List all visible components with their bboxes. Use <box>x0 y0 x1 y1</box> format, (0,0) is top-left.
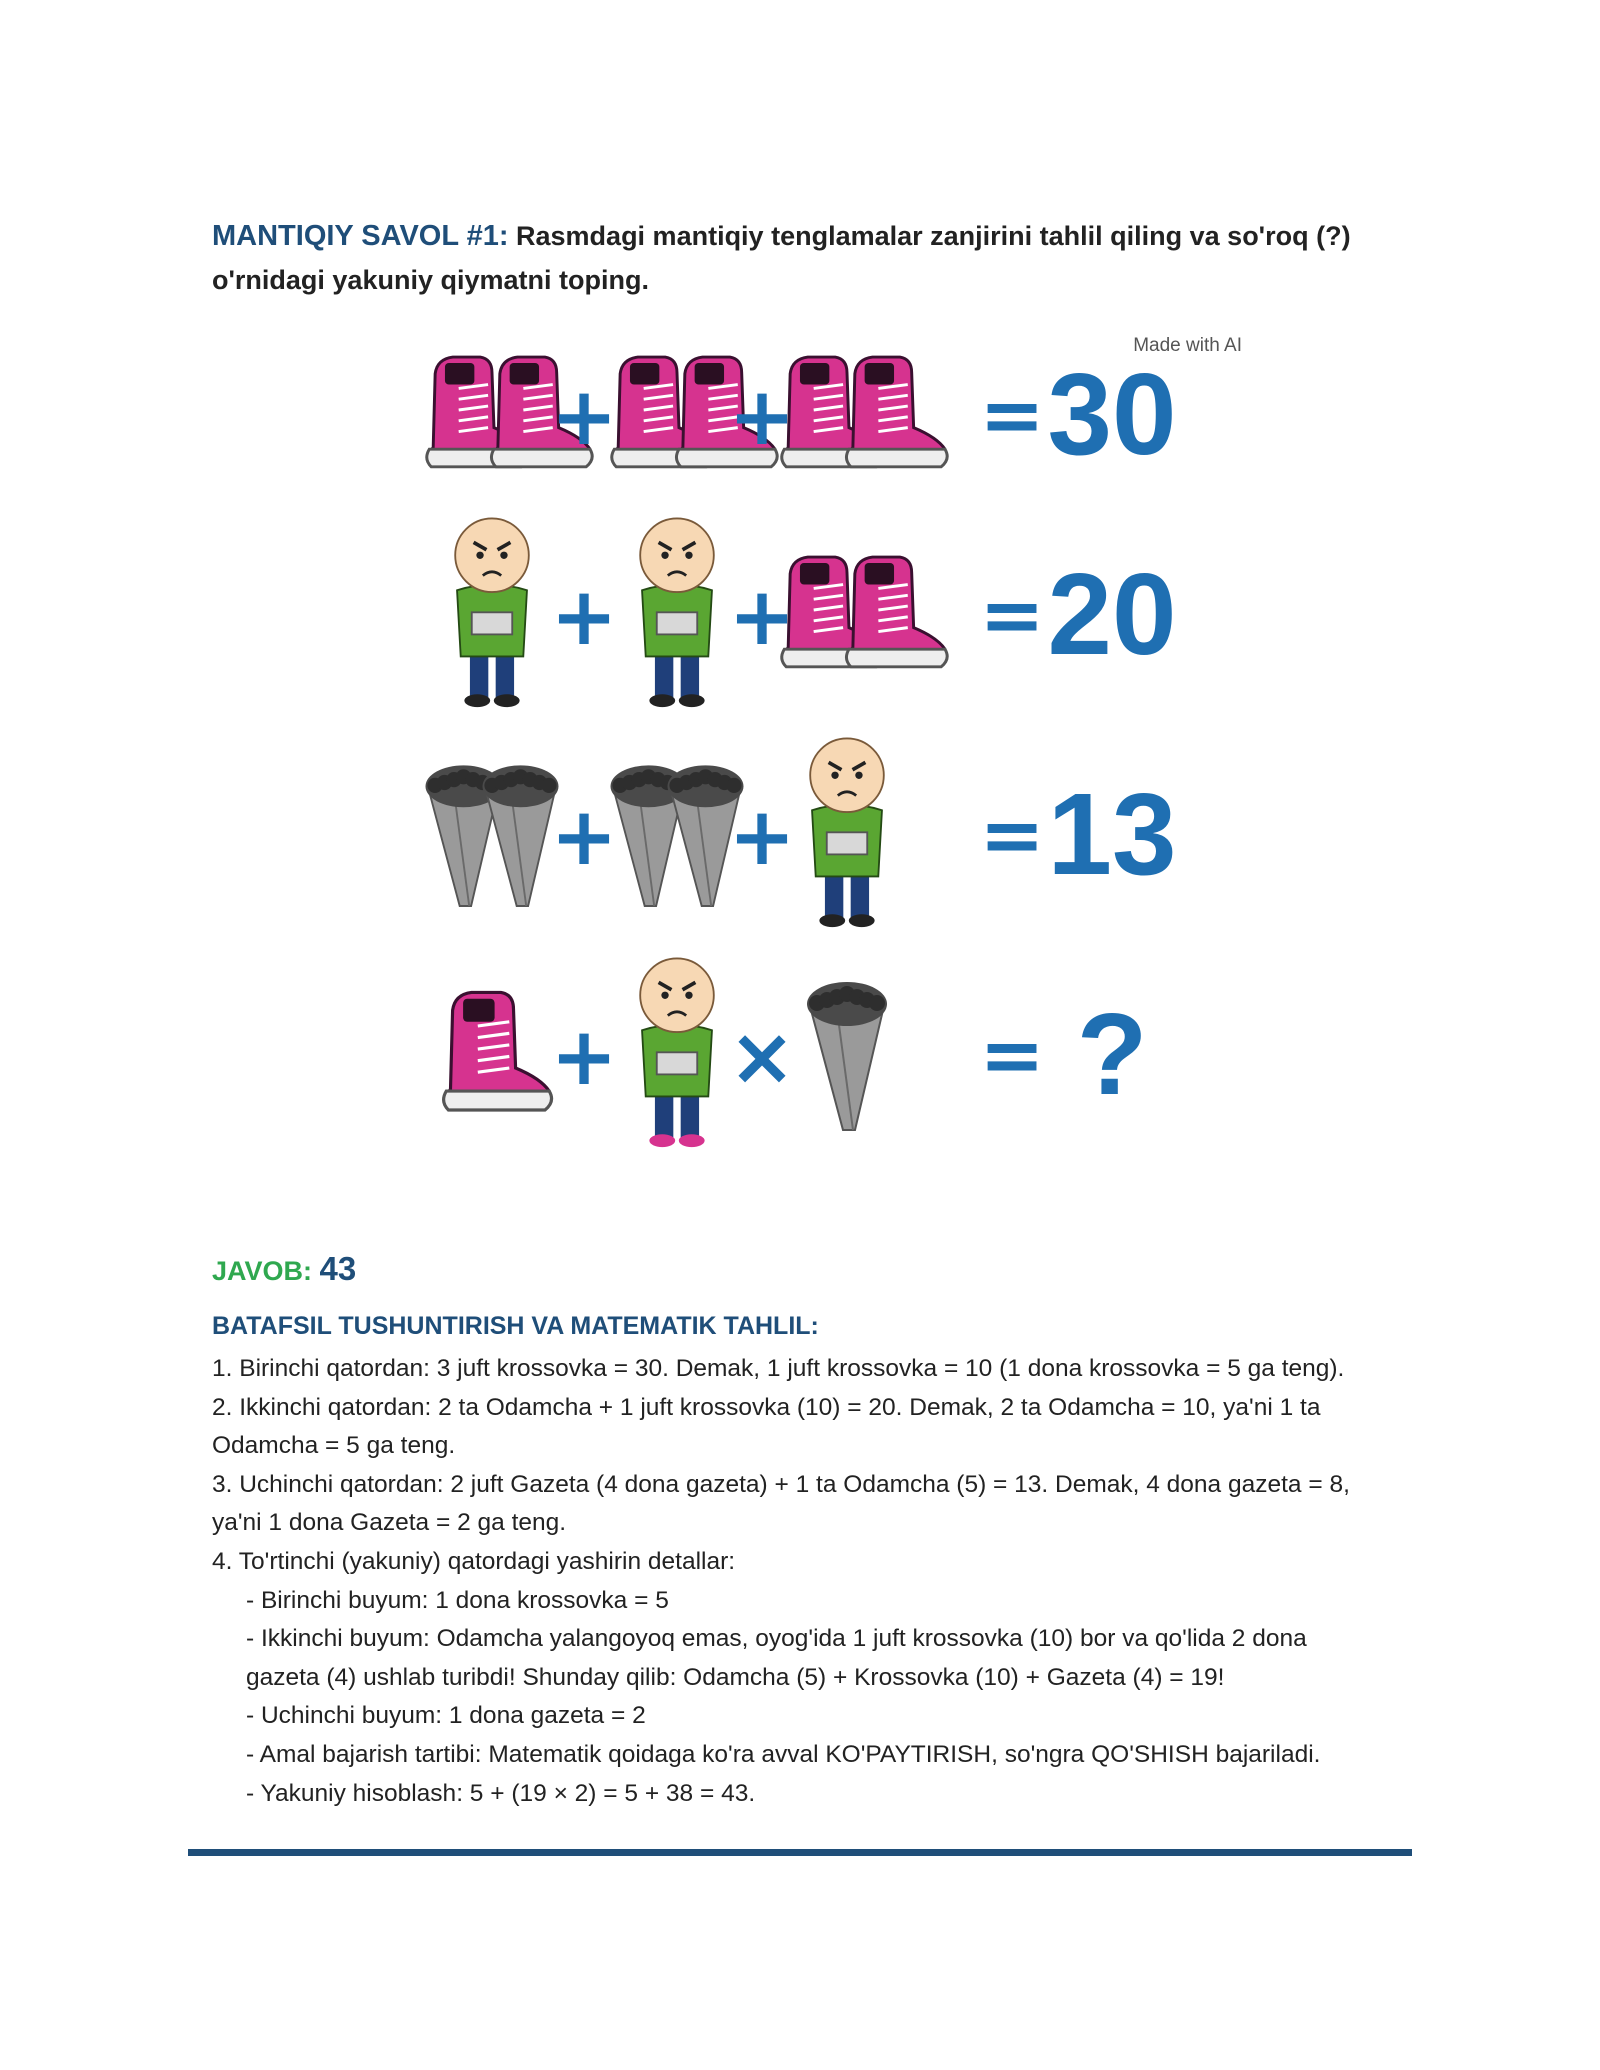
operator-symbol: + <box>728 570 796 663</box>
answer-label: JAVOB: <box>212 1256 313 1286</box>
explanation-line: 2. Ikkinchi qatordan: 2 ta Odamcha + 1 juft krossovka (10) = 20. Demak, 2 ta Odamcha = 10, ya'ni 1 ta Odamcha = 5 ga teng. <box>212 1393 1321 1460</box>
puzzle-svg <box>352 320 1258 1224</box>
equals-symbol: = <box>979 791 1045 881</box>
explanation-title: BATAFSIL TUSHUNTIRISH VA MATEMATIK TAHLIL: <box>212 1312 819 1340</box>
operator-symbol: × <box>728 1010 796 1103</box>
question-label: MANTIQIY SAVOL #1: <box>212 220 509 252</box>
sneaker-icon <box>444 992 552 1110</box>
equation-row <box>426 738 1177 927</box>
equation-row <box>444 958 1148 1147</box>
equals-symbol: = <box>979 1011 1045 1101</box>
operator-symbol: + <box>728 370 796 463</box>
answer-value: 43 <box>319 1250 357 1287</box>
boy-with-sneakers-icon <box>640 958 714 1147</box>
operator-symbol: + <box>550 570 618 663</box>
explanation-subline: - Uchinchi buyum: 1 dona gazeta = 2 <box>246 1702 646 1730</box>
operator-symbol: + <box>728 790 796 883</box>
boy-icon <box>455 518 529 707</box>
equation-row <box>427 349 1177 479</box>
boy-icon <box>810 738 884 927</box>
operator-symbol: + <box>550 790 618 883</box>
sneakers-pair-icon <box>782 557 947 667</box>
row-result: ? <box>1076 989 1148 1119</box>
explanation-line: 3. Uchinchi qatordan: 2 juft Gazeta (4 dona gazeta) + 1 ta Odamcha (5) = 13. Demak, 4 dona gazeta = 8, ya'ni 1 dona Gazeta = 2 ga teng. <box>212 1470 1350 1537</box>
operator-symbol: + <box>550 1010 618 1103</box>
explanation-subline: - Birinchi buyum: 1 dona krossovka = 5 <box>246 1586 669 1614</box>
answer-line <box>212 1250 356 1288</box>
newspaper-pair-icon <box>611 765 744 906</box>
explanation-subline: - Yakuniy hisoblash: 5 + (19 × 2) = 5 + 38 = 43. <box>246 1779 756 1807</box>
explanation-subline: - Ikkinchi buyum: Odamcha yalangoyoq emas, oyog'ida 1 juft krossovka (10) bor va qo'lida 2 dona gazeta (4) ushlab turibdi! Shunday qilib: Odamcha (5) + Krossovka (10) + Gazeta (4) = 19! <box>246 1625 1307 1691</box>
equals-symbol: = <box>979 571 1045 661</box>
equation-row <box>455 518 1176 707</box>
explanation-line: 4. To'rtinchi (yakuniy) qatordagi yashirin detallar: <box>212 1547 736 1575</box>
equals-symbol: = <box>979 371 1045 461</box>
question-text: Rasmdagi mantiqiy tenglamalar zanjirini tahlil qiling va so'roq (?) o'rnidagi yakuniy qiymatni toping. <box>212 221 1351 295</box>
puzzle-image <box>352 320 1258 1224</box>
question-block <box>212 214 1372 302</box>
boy-icon <box>640 518 714 707</box>
row-result: 13 <box>1047 769 1177 899</box>
newspaper-icon <box>807 982 887 1130</box>
newspaper-pair-icon <box>426 765 559 906</box>
made-with-ai-watermark: Made with AI <box>1133 335 1242 356</box>
operator-symbol: + <box>550 370 618 463</box>
row-result: 20 <box>1047 549 1177 679</box>
bottom-divider <box>188 1849 1412 1856</box>
explanation-line: 1. Birinchi qatordan: 3 juft krossovka = 30. Demak, 1 juft krossovka = 10 (1 dona krossovka = 5 ga teng). <box>212 1355 1345 1382</box>
sneakers-pair-icon <box>782 357 947 467</box>
row-result: 30 <box>1047 349 1177 479</box>
explanation-subline: - Amal bajarish tartibi: Matematik qoidaga ko'ra avval KO'PAYTIRISH, so'ngra QO'SHISH bajariladi. <box>246 1740 1321 1768</box>
explanation-body <box>212 1350 1387 1813</box>
